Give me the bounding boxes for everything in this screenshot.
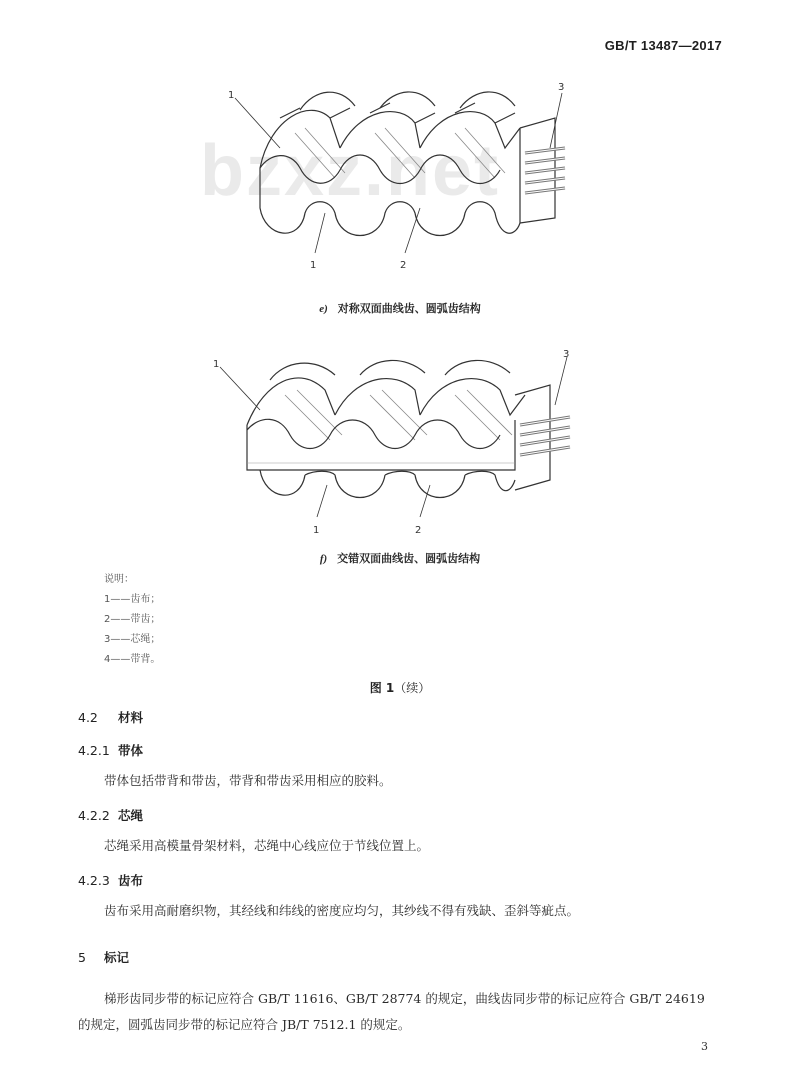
standard-number: GB/T 13487—2017 (604, 38, 722, 53)
figure-legend (104, 570, 160, 670)
section-heading (78, 948, 129, 966)
section-number: 4.2.1 (78, 743, 110, 758)
figure-e-caption-text: 对称双面曲线齿、圆弧齿结构 (337, 302, 481, 315)
section-paragraph: 梯形齿同步带的标记应符合 GB/T 11616、GB/T 28774 的规定，曲线齿同步带的标记应符合 GB/T 24619 的规定，圆弧齿同步带的标记应符合 JB/T 7512.1 的规定。 (78, 991, 705, 1032)
section-heading (78, 871, 143, 889)
legend-item: 1——齿布； (104, 594, 161, 605)
callout-1-bottom: 1 (313, 525, 320, 536)
figure-e-diagram (220, 78, 590, 288)
legend-item: 2——带齿； (104, 614, 161, 625)
legend-item: 3——芯绳； (104, 634, 161, 645)
legend-title: 说明： (104, 574, 134, 585)
section-paragraph: 带体包括带背和带齿，带背和带齿采用相应的胶料。 (104, 773, 392, 788)
section-title: 芯绳 (118, 808, 144, 823)
figure-f-diagram (205, 345, 595, 555)
figure-title-suffix: （续） (394, 681, 431, 695)
section-heading (78, 806, 143, 824)
figure-title-label: 图 1 (369, 681, 395, 695)
callout-1: 1 (228, 90, 235, 101)
section-paragraph: 芯绳采用高模量骨架材料，芯绳中心线应位于节线位置上。 (104, 838, 430, 853)
callout-2: 2 (400, 260, 407, 271)
section-number: 4.2 (78, 710, 98, 725)
section-title: 齿布 (118, 873, 144, 888)
section-title: 带体 (118, 743, 144, 758)
callout-1-bottom: 1 (310, 260, 317, 271)
section-number: 4.2.2 (78, 808, 110, 823)
section-heading (78, 708, 143, 726)
section-heading (78, 741, 143, 759)
section-title: 材料 (118, 710, 144, 725)
figure-f-caption (0, 550, 800, 566)
section-number: 4.2.3 (78, 873, 110, 888)
figure-f-caption-text: 交错双面曲线齿、圆弧齿结构 (337, 552, 481, 565)
page-number: 3 (701, 1040, 708, 1053)
watermark: bzxz.net (200, 131, 501, 211)
callout-1: 1 (213, 359, 220, 370)
figure-e-label: e) (319, 303, 328, 315)
section-paragraph: 齿布采用高耐磨织物，其经线和纬线的密度应均匀，其纱线不得有残缺、歪斜等疵点。 (104, 903, 580, 918)
callout-2: 2 (415, 525, 422, 536)
section-title: 标记 (104, 950, 130, 965)
section-number: 5 (78, 950, 86, 965)
figure-f-label: f) (319, 553, 328, 565)
callout-3: 3 (563, 349, 570, 360)
figure-title (0, 679, 800, 696)
callout-3: 3 (558, 82, 565, 93)
legend-item: 4——带背。 (104, 654, 161, 665)
figure-e-caption (0, 300, 800, 316)
